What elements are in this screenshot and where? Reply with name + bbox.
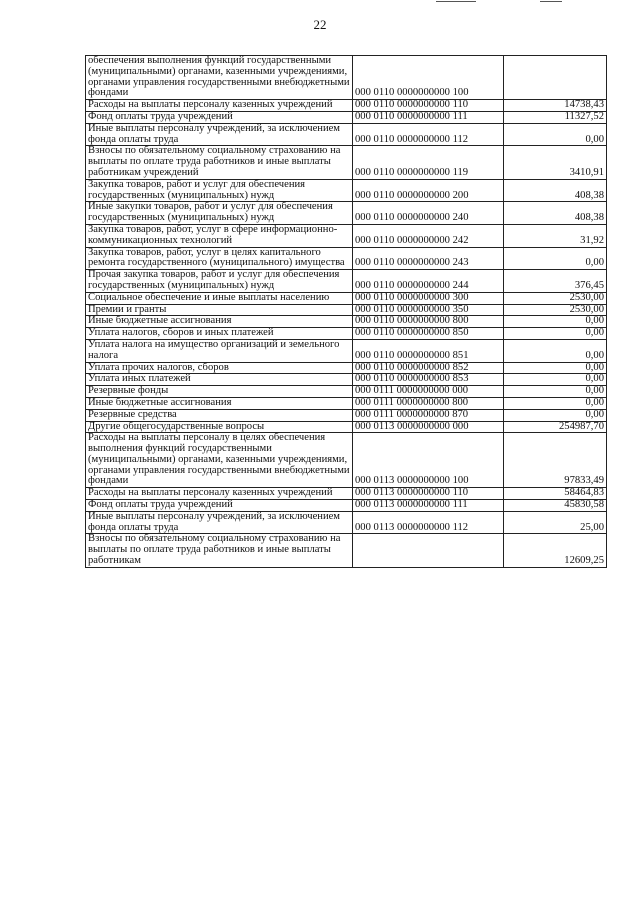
- row-amount: 58464,83: [504, 488, 607, 500]
- table-row: [86, 534, 607, 567]
- table-row: [86, 123, 607, 146]
- row-name: Закупка товаров, работ, услуг в сфере информационно-коммуникационных технологий: [86, 224, 353, 247]
- row-name: Уплата иных платежей: [86, 374, 353, 386]
- row-name: Взносы по обязательному социальному страхованию на выплаты по оплате труда работников и иные выплаты работникам учреждений: [86, 146, 353, 179]
- row-name: Резервные фонды: [86, 386, 353, 398]
- table-row: [86, 362, 607, 374]
- row-amount: 0,00: [504, 374, 607, 386]
- row-code: 000 0113 0000000000 112: [353, 511, 504, 534]
- row-amount: 12609,25: [504, 534, 607, 567]
- row-code: 000 0113 0000000000 000: [353, 421, 504, 433]
- table-row: [86, 56, 607, 100]
- row-code: 000 0110 0000000000 243: [353, 247, 504, 270]
- row-name: Закупка товаров, работ и услуг для обеспечения государственных (муниципальных) нужд: [86, 179, 353, 202]
- row-amount: 0,00: [504, 362, 607, 374]
- row-amount: 3410,91: [504, 146, 607, 179]
- table-row: [86, 247, 607, 270]
- row-name: Социальное обеспечение и иные выплаты населению: [86, 292, 353, 304]
- row-amount: 0,00: [504, 123, 607, 146]
- row-name: Фонд оплаты труда учреждений: [86, 111, 353, 123]
- row-name: Прочая закупка товаров, работ и услуг для обеспечения государственных (муниципальных) нужд: [86, 270, 353, 293]
- scan-mark: [540, 1, 562, 2]
- expenditure-table: [85, 55, 607, 568]
- row-amount: 0,00: [504, 409, 607, 421]
- table-row: [86, 316, 607, 328]
- row-code: 000 0110 0000000000 350: [353, 304, 504, 316]
- page-number: 22: [313, 17, 327, 32]
- row-name: Иные выплаты персоналу учреждений, за исключением фонда оплаты труда: [86, 123, 353, 146]
- row-name: Уплата налогов, сборов и иных платежей: [86, 328, 353, 340]
- table-row: [86, 146, 607, 179]
- row-name: Расходы на выплаты персоналу казенных учреждений: [86, 488, 353, 500]
- row-name: Закупка товаров, работ, услуг в целях капитального ремонта государственного (муниципального) имущества: [86, 247, 353, 270]
- table-row: [86, 500, 607, 512]
- row-amount: 0,00: [504, 397, 607, 409]
- row-amount: 376,45: [504, 270, 607, 293]
- table-row: [86, 304, 607, 316]
- row-name: Иные бюджетные ассигнования: [86, 397, 353, 409]
- row-code: 000 0113 0000000000 110: [353, 488, 504, 500]
- row-amount: 14738,43: [504, 100, 607, 112]
- row-code: [353, 534, 504, 567]
- table-row: [86, 374, 607, 386]
- table-row: [86, 179, 607, 202]
- row-amount: 0,00: [504, 328, 607, 340]
- row-code: 000 0110 0000000000 242: [353, 224, 504, 247]
- table-row: [86, 433, 607, 488]
- row-amount: 254987,70: [504, 421, 607, 433]
- row-amount: 97833,49: [504, 433, 607, 488]
- scan-mark: [436, 1, 476, 2]
- table-row: [86, 270, 607, 293]
- row-amount: 408,38: [504, 202, 607, 225]
- row-name: Взносы по обязательному социальному страхованию на выплаты по оплате труда работников и иные выплаты работникам: [86, 534, 353, 567]
- row-name: обеспечения выполнения функций государственными (муниципальными) органами, казенными учреждениями, органами управления государственными внебюджетными фондами: [86, 56, 353, 100]
- row-code: 000 0111 0000000000 870: [353, 409, 504, 421]
- table-body: [86, 56, 607, 568]
- row-code: 000 0113 0000000000 100: [353, 433, 504, 488]
- table-row: [86, 397, 607, 409]
- row-amount: 2530,00: [504, 292, 607, 304]
- row-amount: 0,00: [504, 247, 607, 270]
- row-code: 000 0110 0000000000 112: [353, 123, 504, 146]
- row-code: 000 0113 0000000000 111: [353, 500, 504, 512]
- row-amount: 25,00: [504, 511, 607, 534]
- row-name: Иные выплаты персоналу учреждений, за исключением фонда оплаты труда: [86, 511, 353, 534]
- row-amount: 31,92: [504, 224, 607, 247]
- row-amount: 0,00: [504, 316, 607, 328]
- row-name: Премии и гранты: [86, 304, 353, 316]
- row-amount: 0,00: [504, 339, 607, 362]
- row-code: 000 0110 0000000000 853: [353, 374, 504, 386]
- row-name: Расходы на выплаты персоналу в целях обеспечения выполнения функций государственными (муниципальными) органами, казенными учреждениями, органами управления государственными внебюджетными фондами: [86, 433, 353, 488]
- table-row: [86, 488, 607, 500]
- row-code: 000 0111 0000000000 800: [353, 397, 504, 409]
- row-name: Фонд оплаты труда учреждений: [86, 500, 353, 512]
- row-code: 000 0110 0000000000 851: [353, 339, 504, 362]
- row-name: Уплата прочих налогов, сборов: [86, 362, 353, 374]
- table-row: [86, 111, 607, 123]
- row-name: Расходы на выплаты персоналу казенных учреждений: [86, 100, 353, 112]
- row-code: 000 0110 0000000000 244: [353, 270, 504, 293]
- row-amount: 11327,52: [504, 111, 607, 123]
- row-code: 000 0110 0000000000 111: [353, 111, 504, 123]
- row-code: 000 0110 0000000000 110: [353, 100, 504, 112]
- table-row: [86, 224, 607, 247]
- row-name: Резервные средства: [86, 409, 353, 421]
- row-code: 000 0110 0000000000 100: [353, 56, 504, 100]
- row-amount: 2530,00: [504, 304, 607, 316]
- table-row: [86, 386, 607, 398]
- row-code: 000 0110 0000000000 200: [353, 179, 504, 202]
- table-row: [86, 292, 607, 304]
- row-code: 000 0110 0000000000 240: [353, 202, 504, 225]
- table-row: [86, 511, 607, 534]
- row-name: Иные бюджетные ассигнования: [86, 316, 353, 328]
- table-row: [86, 409, 607, 421]
- row-code: 000 0110 0000000000 800: [353, 316, 504, 328]
- row-code: 000 0110 0000000000 119: [353, 146, 504, 179]
- row-amount: 45830,58: [504, 500, 607, 512]
- table-row: [86, 339, 607, 362]
- table-row: [86, 328, 607, 340]
- row-name: Уплата налога на имущество организаций и земельного налога: [86, 339, 353, 362]
- table-row: [86, 202, 607, 225]
- table-row: [86, 100, 607, 112]
- row-code: 000 0110 0000000000 852: [353, 362, 504, 374]
- table-row: [86, 421, 607, 433]
- row-code: 000 0111 0000000000 000: [353, 386, 504, 398]
- row-code: 000 0110 0000000000 850: [353, 328, 504, 340]
- row-amount: 408,38: [504, 179, 607, 202]
- row-name: Иные закупки товаров, работ и услуг для обеспечения государственных (муниципальных) нужд: [86, 202, 353, 225]
- row-amount: [504, 56, 607, 100]
- row-code: 000 0110 0000000000 300: [353, 292, 504, 304]
- row-amount: 0,00: [504, 386, 607, 398]
- row-name: Другие общегосударственные вопросы: [86, 421, 353, 433]
